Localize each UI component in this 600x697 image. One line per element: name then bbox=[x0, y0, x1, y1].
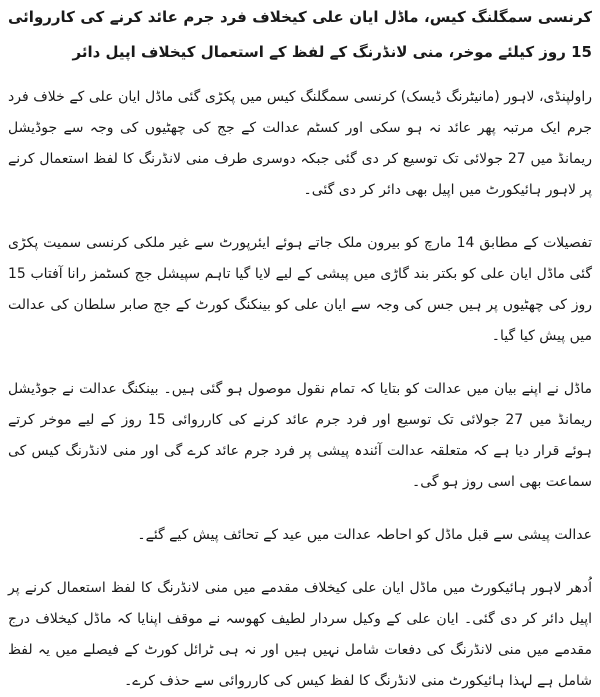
article-paragraph-3: ماڈل نے اپنے بیان میں عدالت کو بتایا کہ تمام نقول موصول ہو گئی ہیں۔ بینکنگ عدالت نے جوڈیشل ریمانڈ میں 27 جولائی تک توسیع اور فرد جرم عائد کرنے کی کارروائی 15 روز کے لیے موخر کرتے ہوئے قرار دیا ہے کہ متعلقہ عدالت آئندہ پیشی پر فرد جرم عائد کرے گی اور منی لانڈرنگ کیس کی سماعت بھی اسی روز ہو گی۔ bbox=[8, 381, 592, 490]
article-paragraph-2: تفصیلات کے مطابق 14 مارچ کو بیرون ملک جاتے ہوئے ایئرپورٹ سے غیر ملکی کرنسی سمیت پکڑی گئی ماڈل ایان علی کو بکتر بند گاڑی میں پیشی کے لیے لایا گیا تاہم سپیشل جج کسٹمز رانا آفتاب 15 روز کی چھٹیوں پر ہیں جس کی وجہ سے ایان علی کو بینکنگ کورٹ کے جج صابر سلطان کی عدالت میں پیش کیا گیا۔ bbox=[8, 235, 592, 344]
article-paragraph-4: عدالت پیشی سے قبل ماڈل کو احاطہ عدالت میں عید کے تحائف پیش کیے گئے۔ bbox=[137, 527, 592, 543]
article-headline: کرنسی سمگلنگ کیس، ماڈل ایان علی کیخلاف فرد جرم عائد کرنے کی کارروائی 15 روز کیلئے موخر، منی لانڈرنگ کے لفظ کے استعمال کیخلاف اپیل دائر bbox=[8, 8, 592, 61]
article-paragraph-1: راولپنڈی، لاہور (مانیٹرنگ ڈیسک) کرنسی سمگلنگ کیس میں پکڑی گئی ماڈل ایان علی کے خلاف فرد جرم ایک مرتبہ پھر عائد نہ ہو سکی اور کسٹم عدالت کے جج کی چھٹیوں کی وجہ سے جوڈیشل ریمانڈ میں 27 جولائی تک توسیع کر دی گئی جبکہ دوسری طرف منی لانڈرنگ کا لفظ استعمال کرنے پر لاہور ہائیکورٹ میں اپیل بھی دائر کر دی گئی۔ bbox=[8, 89, 593, 198]
article-paragraph-5: اُدھر لاہور ہائیکورٹ میں ماڈل ایان علی کیخلاف مقدمے میں منی لانڈرنگ کا لفظ استعمال کرنے پر اپیل دائر کر دی گئی۔ ایان علی کے وکیل سردار لطیف کھوسہ نے موقف اپنایا کہ ماڈل کیخلاف درج مقدمے میں منی لانڈرنگ کی دفعات شامل نہیں ہیں اور نہ ہی ٹرائل کورٹ کے فیصلے میں یہ لفظ شامل ہے لہذا ہائیکورٹ منی لانڈرنگ کا لفظ کیس کی کارروائی سے حذف کرے۔ bbox=[8, 580, 592, 689]
